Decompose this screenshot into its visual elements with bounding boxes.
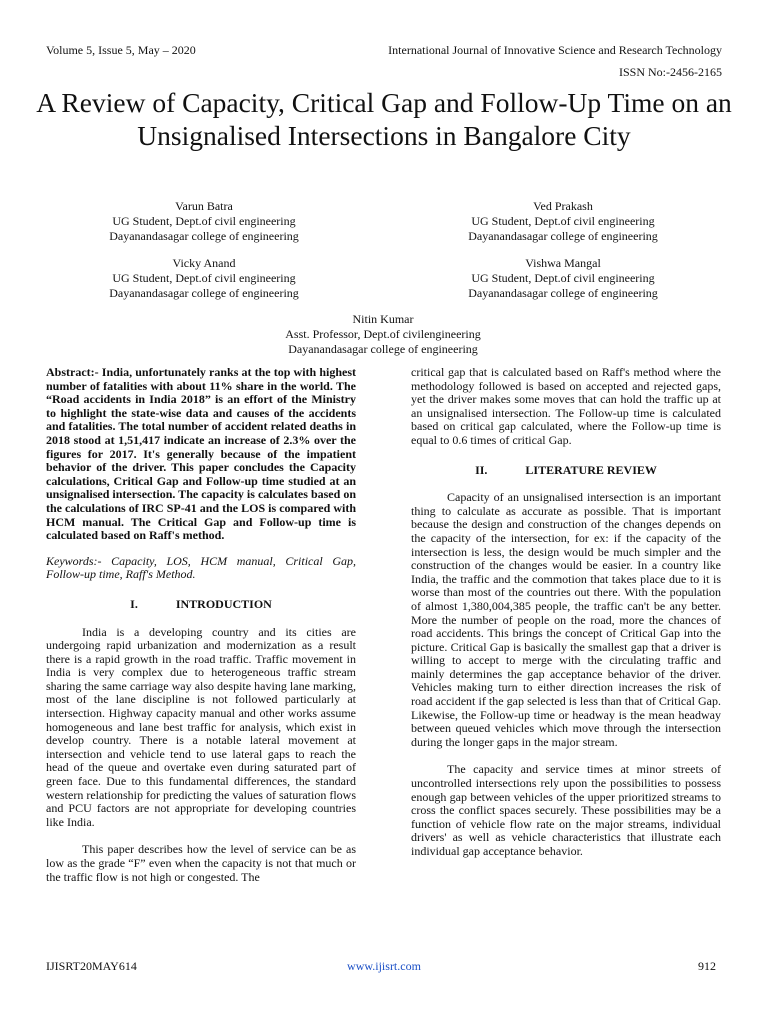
keywords: Keywords:- Capacity, LOS, HCM manual, Critical Gap, Follow-up time, Raff's Method. [46,553,356,582]
section-number: I. [130,596,138,611]
section-title: LITERATURE REVIEW [525,462,657,477]
body-paragraph: The capacity and service times at minor streets of uncontrolled intersections rely upon the possibilities to possess enough gap between vehicles of the upper prioritized streams to cross the conflict spaces securely. These possibilities may be a function of vehicle flow rate on the major streams, individual drivers' as well as vehicle characteristics that illustrate each individual gap acceptance behavior. [411,762,721,858]
body-paragraph: India is a developing country and its cities are undergoing rapid urbanization and modernization as a result there is a rapid growth in the road traffic. Traffic movement in India is very complex due to heterogeneous traffic stream sharing the same carriage way also despite having lane marking, most of the lane discipline is not followed particularly at intersection. Highway capacity manual and other works assume homogeneous and lane best traffic for analysis, which exist in develop country. There is a notable lateral movement at intersection and vehicle tend to use lateral gaps to reach the head of the queue and overtake even during saturated part of green face. Due to this fundamental differences, the standard western relationship for predicting the values of saturation flows and PCU factors are not appropriate for developing countries like India. [46,624,356,829]
section-title: INTRODUCTION [175,596,272,611]
section-heading-literature-review [411,464,721,478]
paper-id-footer: IJISRT20MAY614 [46,959,137,973]
author-affiliation: Dayanandasagar college of engineering [288,342,478,356]
author-name: Ved Prakash [533,199,593,213]
author-affiliation: Dayanandasagar college of engineering [109,286,299,300]
author-block [54,256,354,301]
page-number: 912 [698,959,716,973]
body-paragraph: critical gap that is calculated based on Raff's method where the methodology followed is based on accepted and rejected gaps, yet the driver makes some moves that can hold the traffic up at an unsignalised intersection. The Follow-up time is calculated based on critical gap calculated, where the Follow-up time is equal to 0.6 times of critical Gap. [411,365,721,447]
author-affiliation: Dayanandasagar college of engineering [468,229,658,243]
body-paragraph: This paper describes how the level of service can be as low as the grade “F” even when the capacity is not that much or the traffic flow is not high or congested. The [46,842,356,884]
abstract: Abstract:- India, unfortunately ranks at the top with highest number of fatalities with about 11% share in the world. The “Road accidents in India 2018” is an effort of the Ministry to highlight the state-wise data and causes of the accidents and fatalities. The total number of accident related deaths in 2018 stood at 1,51,417 indicate an increase of 2.3% over the figures for 2017. It's generally because of the impatient behavior of the driver. This paper concludes the Capacity calculations, Critical Gap and Follow-up time studied at an unsignalised intersection. The capacity is calculates based on the calculations of IRC SP-41 and the LOS is compared with HCM manual. The Critical Gap and Follow-up time is calculated based on Raff's method. [46,365,356,543]
author-name: Vicky Anand [172,256,236,270]
author-role: UG Student, Dept.of civil engineering [471,214,655,228]
author-role: UG Student, Dept.of civil engineering [471,271,655,285]
author-name: Varun Batra [175,199,233,213]
author-block [413,199,713,244]
author-affiliation: Dayanandasagar college of engineering [109,229,299,243]
section-heading-introduction [46,598,356,612]
paper-title: A Review of Capacity, Critical Gap and Follow-Up Time on an Unsignalised Intersections in Bangalore City [36,87,732,151]
author-role: UG Student, Dept.of civil engineering [112,271,296,285]
author-block [54,199,354,244]
author-name: Vishwa Mangal [525,256,601,270]
author-name: Nitin Kumar [352,312,414,326]
website-link[interactable]: www.ijisrt.com [347,959,421,973]
body-paragraph: Capacity of an unsignalised intersection is an important thing to calculate as accurate as possible. That is important because the design and construction of the changes depends on the capacity of the intersection, for ex: if the capacity of the intersection is less, the design would be much simpler and the construction of the changes would be easier. In a country like India, the traffic and the commotion that takes place due to it is worse than most of the countries out there. With the population of almost 1,380,004,385 people, the traffic can't be any better. More the number of people on the road, more the chances of road accidents. This brings the concept of Critical Gap into the picture. Critical Gap is basically the smallest gap that a driver is willing to accept to merge with the circulating traffic and mainly determines the gap acceptance behavior of the driver. Vehicles making turn to either direction increases the risk of road accident if the gap selected is less than that of Critical Gap. Likewise, the Follow-up time or headway is the mean headway between queued vehicles which move through the intersection during the longer gaps in the major stream. [411,490,721,749]
author-block [233,312,533,357]
journal-name-header: International Journal of Innovative Science and Research Technology [388,43,722,57]
right-column [411,366,721,859]
author-role: Asst. Professor, Dept.of civilengineering [285,327,481,341]
left-column [46,366,356,884]
issn-number: ISSN No:-2456-2165 [618,65,722,79]
section-number: II. [475,462,488,477]
author-role: UG Student, Dept.of civil engineering [112,214,296,228]
author-affiliation: Dayanandasagar college of engineering [468,286,658,300]
author-block [413,256,713,301]
journal-volume-header: Volume 5, Issue 5, May – 2020 [46,43,196,57]
